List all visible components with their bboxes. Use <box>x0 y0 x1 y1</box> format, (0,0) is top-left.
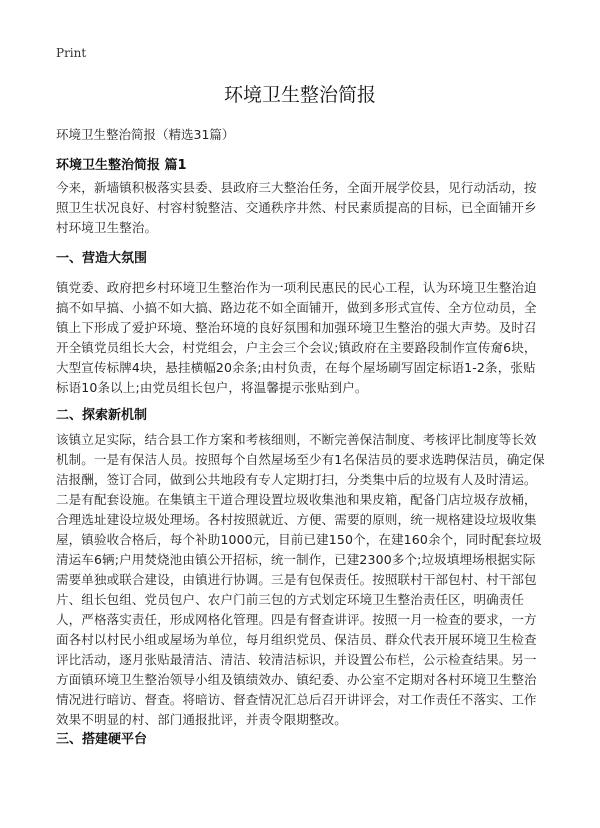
print-link[interactable]: Print <box>56 46 87 60</box>
article-heading: 环境卫生整治简报 篇1 <box>56 158 187 173</box>
subtitle: 环境卫生整治简报（精选31篇） <box>56 127 235 142</box>
section-2-paragraph: 该镇立足实际，结合县工作方案和考核细则，不断完善保洁制度、考核评比制度等长效机制。一是有保洁人员。按照每个自然屋场至少有1名保洁员的要求选聘保洁员，确定保洁报酬，签订合同，做到公共地段有专人定期打扫，分类集中后的垃圾有人及时清运。二是有配套设施。在集镇主干道合理设置垃圾收集池和果皮箱，配备门店垃圾存放桶，合理选址建设垃圾处理场。各村按照就近、方便、需要的原则，统一规格建设垃圾收集屋，镇验收合格后，每个补助1000元，目前已建150个，在建160余个，同时配套垃圾清运车6辆;户用焚烧池由镇公开招标，统一制作，已建2300多个;垃圾填埋场根据实际需要单独或联合建设，由镇进行协调。三是有包保责任。按照联村干部包村、村干部包片、组长包组、党员包户、农户门前三包的方式划定环境卫生整治责任区，明确责任人，严格落实责任，形成网格化管理。四是有督查讲评。按照一月一检查的要求，一方面各村以村民小组或屋场为单位，每月组织党员、保洁员、群众代表开展环境卫生检查评比活动，逐月张贴最清洁、清洁、较清洁标识，并设置公布栏，公示检查结果。另一方面镇环境卫生整治领导小组及镇绩效办、镇纪委、办公室不定期对各村环境卫生整治情况进行暗访、督查。将暗访、督查情况汇总后召开讲评会，对工作责任不落实、工作效果不明显的村、部门通报批评，并责令限期整改。 <box>56 432 545 727</box>
section-heading-1: 一、营造大氛围 <box>56 251 148 266</box>
section-1-paragraph: 镇党委、政府把乡村环境卫生整治作为一项利民惠民的民心工程，认为环境卫生整治迫搞不如早搞、小搞不如大搞、路边花不如全面铺开，做到多形式宣传、全方位动员，全镇上下形成了爱护环境、整治环境的良好氛围和加强环境卫生整治的强大声势。及时召开全镇党员组长大会，村党组会，户主会三个会议;镇政府在主要路段制作宣传奝6块，大型宣传标牌4块，悬挂横幅20余条;由村负责，在每个屋场刷写固定标语1-2条，张贴标语10条以上;由党员组长包户，将温馨提示张贴到户。 <box>56 280 537 395</box>
section-heading-3: 三、搭建硬平台 <box>56 732 148 747</box>
section-heading-2: 二、探索新机制 <box>56 408 148 423</box>
intro-paragraph: 今来，新墙镇积极落实县委、县政府三大整治任务，全面开展学佼县，见行动活动，按照卫生状况良好、村容村貌整洁、交通秩序井然、村民素质提高的目标，已全面铺开乡村环境卫生整治。 <box>56 180 537 235</box>
page-title: 环境卫生整治简报 <box>223 84 376 106</box>
